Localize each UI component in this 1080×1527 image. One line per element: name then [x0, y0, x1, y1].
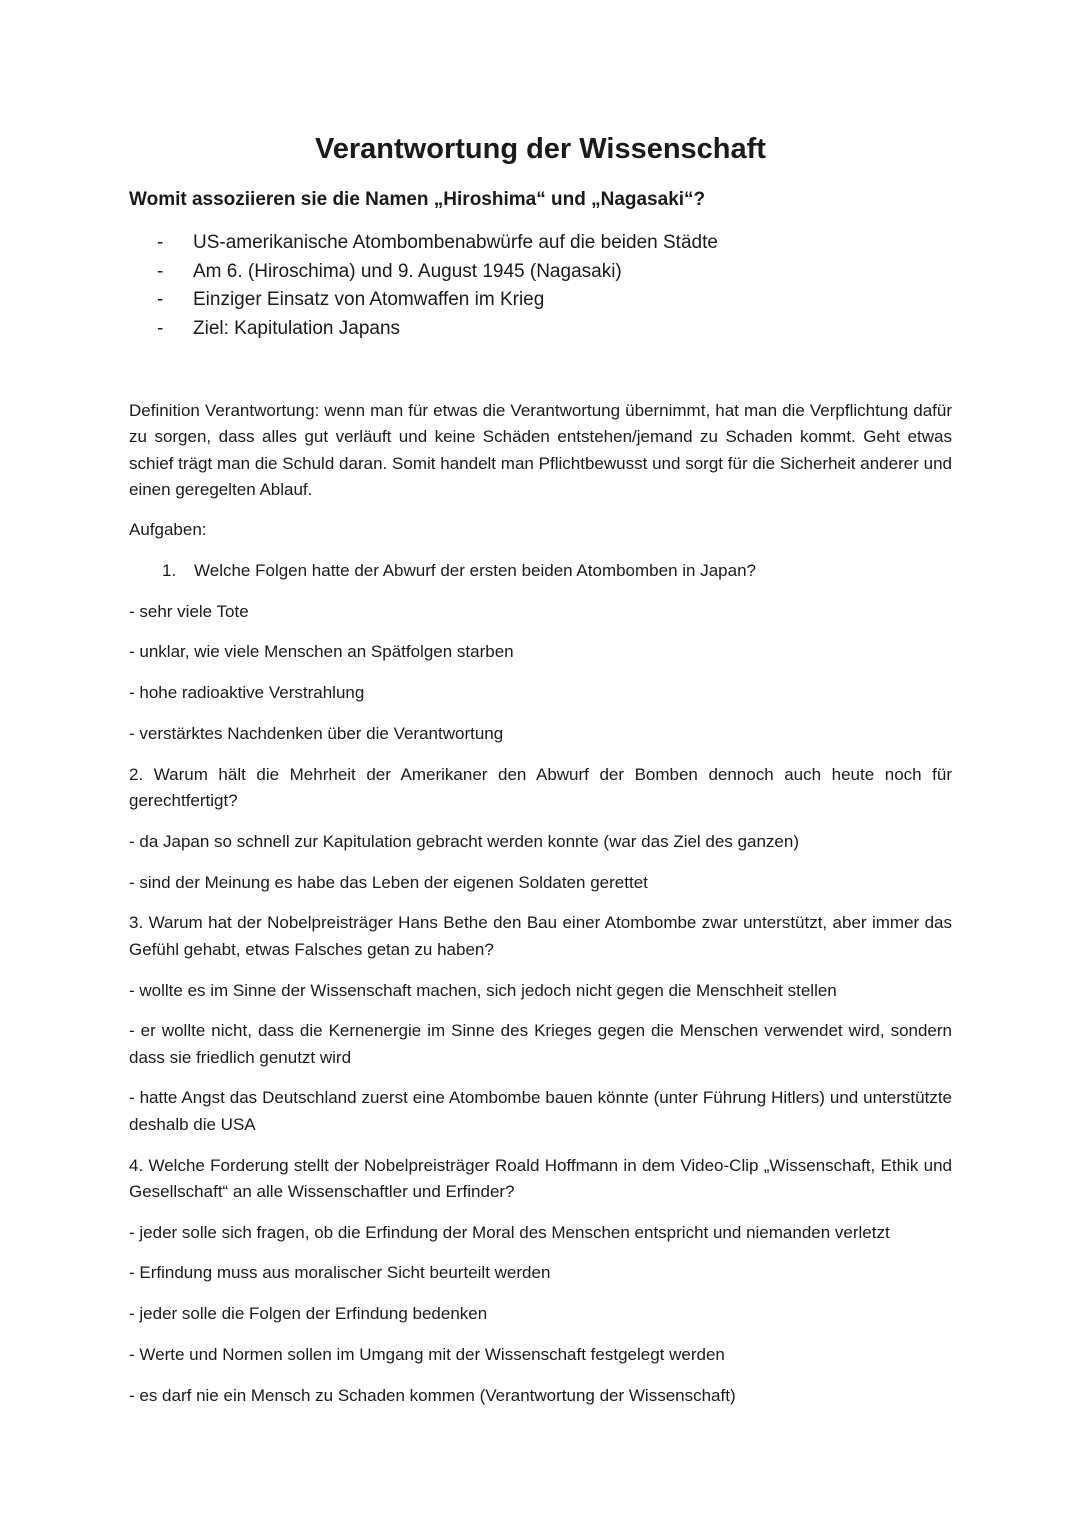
task4-answer: - Werte und Normen sollen im Umgang mit der Wissenschaft festgelegt werden — [129, 1345, 725, 1365]
task1-question — [129, 558, 952, 584]
task3-question: 3. Warum hat der Nobelpreisträger Hans Bethe den Bau einer Atombombe zwar unterstützt, aber immer das Gefühl gehabt, etwas Falsches getan zu haben? — [129, 913, 952, 959]
list-item — [129, 229, 718, 258]
list-item — [129, 286, 718, 315]
bullet-marker: - — [157, 318, 164, 340]
list-item-text: Einziger Einsatz von Atomwaffen im Krieg — [193, 289, 545, 311]
tasks-label: Aufgaben: — [129, 520, 207, 539]
task1-question-text: Welche Folgen hatte der Abwurf der ersten beiden Atombomben in Japan? — [194, 560, 756, 580]
list-item-text: Ziel: Kapitulation Japans — [193, 318, 401, 340]
list-item-text: US-amerikanische Atombombenabwürfe auf die beiden Städte — [193, 232, 718, 253]
task3-answer: - wollte es im Sinne der Wissenschaft machen, sich jedoch nicht gegen die Menschheit stellen — [129, 980, 837, 1000]
bullet-marker: - — [157, 289, 164, 311]
tasks-section — [129, 517, 952, 1424]
task4-question: 4. Welche Forderung stellt der Nobelpreisträger Roald Hoffmann in dem Video-Clip „Wissenschaft, Ethik und Gesellschaft“ an alle Wissenschaftler und Erfinder? — [129, 1155, 952, 1201]
task1-answer: - verstärktes Nachdenken über die Verantwortung — [129, 723, 504, 743]
intro-question-heading: Womit assoziieren sie die Namen „Hiroshima“ und „Nagasaki“? — [129, 189, 706, 210]
task2-answer: - da Japan so schnell zur Kapitulation gebracht werden konnte (war das Ziel des ganzen) — [129, 831, 799, 851]
task4-answer: - jeder solle die Folgen der Erfindung bedenken — [129, 1304, 488, 1324]
document-title: Verantwortung der Wissenschaft — [315, 133, 766, 165]
task1-number: 1. — [162, 560, 177, 580]
task2-question: 2. Warum hält die Mehrheit der Amerikaner den Abwurf der Bomben dennoch auch heute noch für gerechtfertigt? — [129, 764, 952, 811]
bullet-marker: - — [157, 260, 164, 282]
task4-answer: - Erfindung muss aus moralischer Sicht beurteilt werden — [129, 1263, 551, 1283]
list-item-text: Am 6. (Hiroschima) und 9. August 1945 (Nagasaki) — [193, 260, 622, 282]
task3-answer: - hatte Angst das Deutschland zuerst eine Atombombe bauen könnte (unter Führung Hitlers) und unterstützte deshalb die USA — [129, 1088, 952, 1134]
task1-answer: - hohe radioaktive Verstrahlung — [129, 683, 365, 703]
definition-paragraph: Definition Verantwortung: wenn man für etwas die Verantwortung übernimmt, hat man die Verpflichtung dafür zu sorgen, dass alles gut verläuft und keine Schäden entstehen/jemand zu Schaden kommt. Geht etwas schief trägt man die Schuld daran. Somit handelt man Pflichtbewusst und sorgt für die Sicherheit anderer und einen geregelten Ablauf. — [129, 401, 952, 499]
intro-bullet-list — [129, 229, 718, 344]
list-item — [129, 315, 718, 344]
task4-answer: - es darf nie ein Mensch zu Schaden kommen (Verantwortung der Wissenschaft) — [129, 1385, 736, 1405]
task1-answer: - sehr viele Tote — [129, 601, 249, 621]
task2-answer: - sind der Meinung es habe das Leben der eigenen Soldaten gerettet — [129, 872, 648, 892]
task4-answer: - jeder solle sich fragen, ob die Erfindung der Moral des Menschen entspricht und niemanden verletzt — [129, 1222, 890, 1242]
bullet-marker: - — [157, 232, 164, 253]
task3-answer: - er wollte nicht, dass die Kernenergie im Sinne des Krieges gegen die Menschen verwendet wird, sondern dass sie friedlich genutzt wird — [129, 1021, 952, 1067]
task1-answer: - unklar, wie viele Menschen an Spätfolgen starben — [129, 642, 514, 662]
list-item — [129, 258, 718, 287]
